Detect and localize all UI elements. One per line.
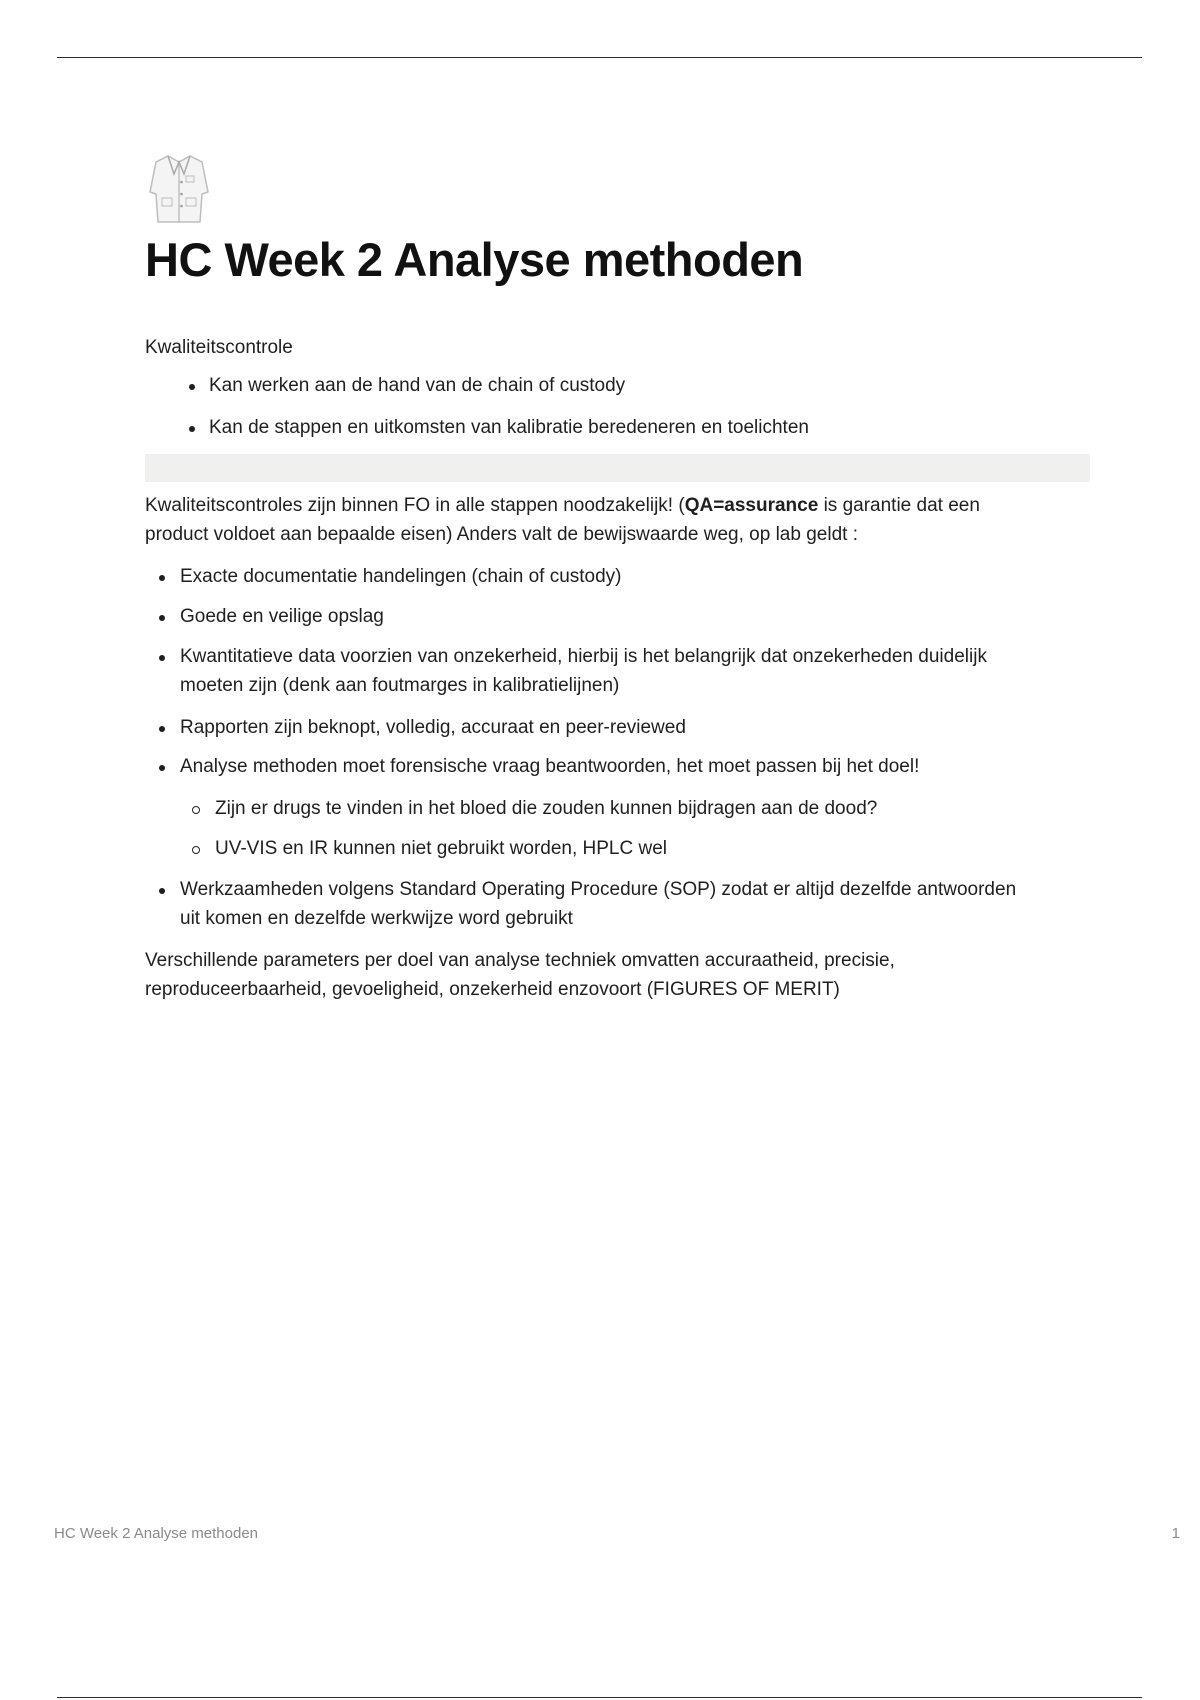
- bullet-icon: [159, 888, 165, 894]
- list-item-text: Werkzaamheden volgens Standard Operating Procedure (SOP) zodat er altijd dezelfde antwoorden: [180, 879, 1017, 900]
- bottom-rule: [57, 1697, 1142, 1698]
- paragraph-text: Kwaliteitscontroles zijn binnen FO in alle stappen noodzakelijk! (: [145, 495, 685, 516]
- bullet-icon: [159, 655, 165, 661]
- bullet-icon: [159, 726, 165, 732]
- bullet-icon: [159, 765, 165, 771]
- hollow-bullet-icon: [192, 846, 200, 854]
- list-item: [180, 602, 384, 631]
- bullet-icon: [159, 575, 165, 581]
- objective-text: Kan werken aan de hand van de chain of custody: [209, 375, 626, 396]
- list-item-text: Analyse methoden moet forensische vraag beantwoorden, het moet passen bij het doel!: [180, 756, 920, 777]
- paragraph-text: Verschillende parameters per doel van analyse techniek omvatten accuraatheid, precisie,: [145, 950, 895, 971]
- hollow-bullet-icon: [192, 806, 200, 814]
- sub-list-item-text: Zijn er drugs te vinden in het bloed die zouden kunnen bijdragen aan de dood?: [215, 798, 878, 819]
- bold-term: QA=assurance: [684, 495, 819, 516]
- list-item-text: moeten zijn (denk aan foutmarges in kalibratielijnen): [180, 675, 620, 696]
- list-item: [180, 713, 686, 742]
- paragraph-text: product voldoet aan bepaalde eisen) Anders valt de bewijswaarde weg, op lab geldt :: [145, 524, 858, 545]
- sub-list-item-text: UV-VIS en IR kunnen niet gebruikt worden, HPLC wel: [215, 838, 668, 859]
- paragraph-parameters: [145, 946, 895, 1004]
- bullet-icon: [159, 615, 165, 621]
- list-item-text: Kwantitatieve data voorzien van onzekerheid, hierbij is het belangrijk dat onzekerheden duidelijk: [180, 646, 987, 667]
- list-item: [180, 875, 1016, 933]
- footer-title: HC Week 2 Analyse methoden: [54, 1525, 259, 1542]
- sub-list-item: [215, 834, 667, 863]
- callout-block: [145, 454, 1090, 482]
- objective-text: Kan de stappen en uitkomsten van kalibratie beredeneren en toelichten: [209, 417, 809, 438]
- paragraph-text: is garantie dat een: [818, 495, 980, 516]
- bullet-icon: [189, 384, 195, 390]
- page-title: HC Week 2 Analyse methoden: [145, 233, 804, 286]
- list-item: [180, 752, 919, 781]
- paragraph-qa: [145, 491, 980, 549]
- intro-label: Kwaliteitscontrole: [145, 337, 293, 358]
- lab-coat-icon: [148, 152, 210, 224]
- list-item-text: Goede en veilige opslag: [180, 606, 384, 627]
- top-rule: [57, 57, 1142, 58]
- objective-item: [209, 371, 625, 400]
- list-item-text: uit komen en dezelfde werkwijze word gebruikt: [180, 908, 573, 929]
- list-item-text: Exacte documentatie handelingen (chain of custody): [180, 566, 622, 587]
- list-item: [180, 562, 622, 591]
- paragraph-text: reproduceerbaarheid, gevoeligheid, onzekerheid enzovoort (FIGURES OF MERIT): [145, 979, 840, 1000]
- bullet-icon: [189, 426, 195, 432]
- list-item: [180, 642, 987, 700]
- sub-list-item: [215, 794, 877, 823]
- list-item-text: Rapporten zijn beknopt, volledig, accuraat en peer-reviewed: [180, 717, 686, 738]
- footer-page-number: 1: [1171, 1525, 1180, 1542]
- objective-item: [209, 413, 809, 442]
